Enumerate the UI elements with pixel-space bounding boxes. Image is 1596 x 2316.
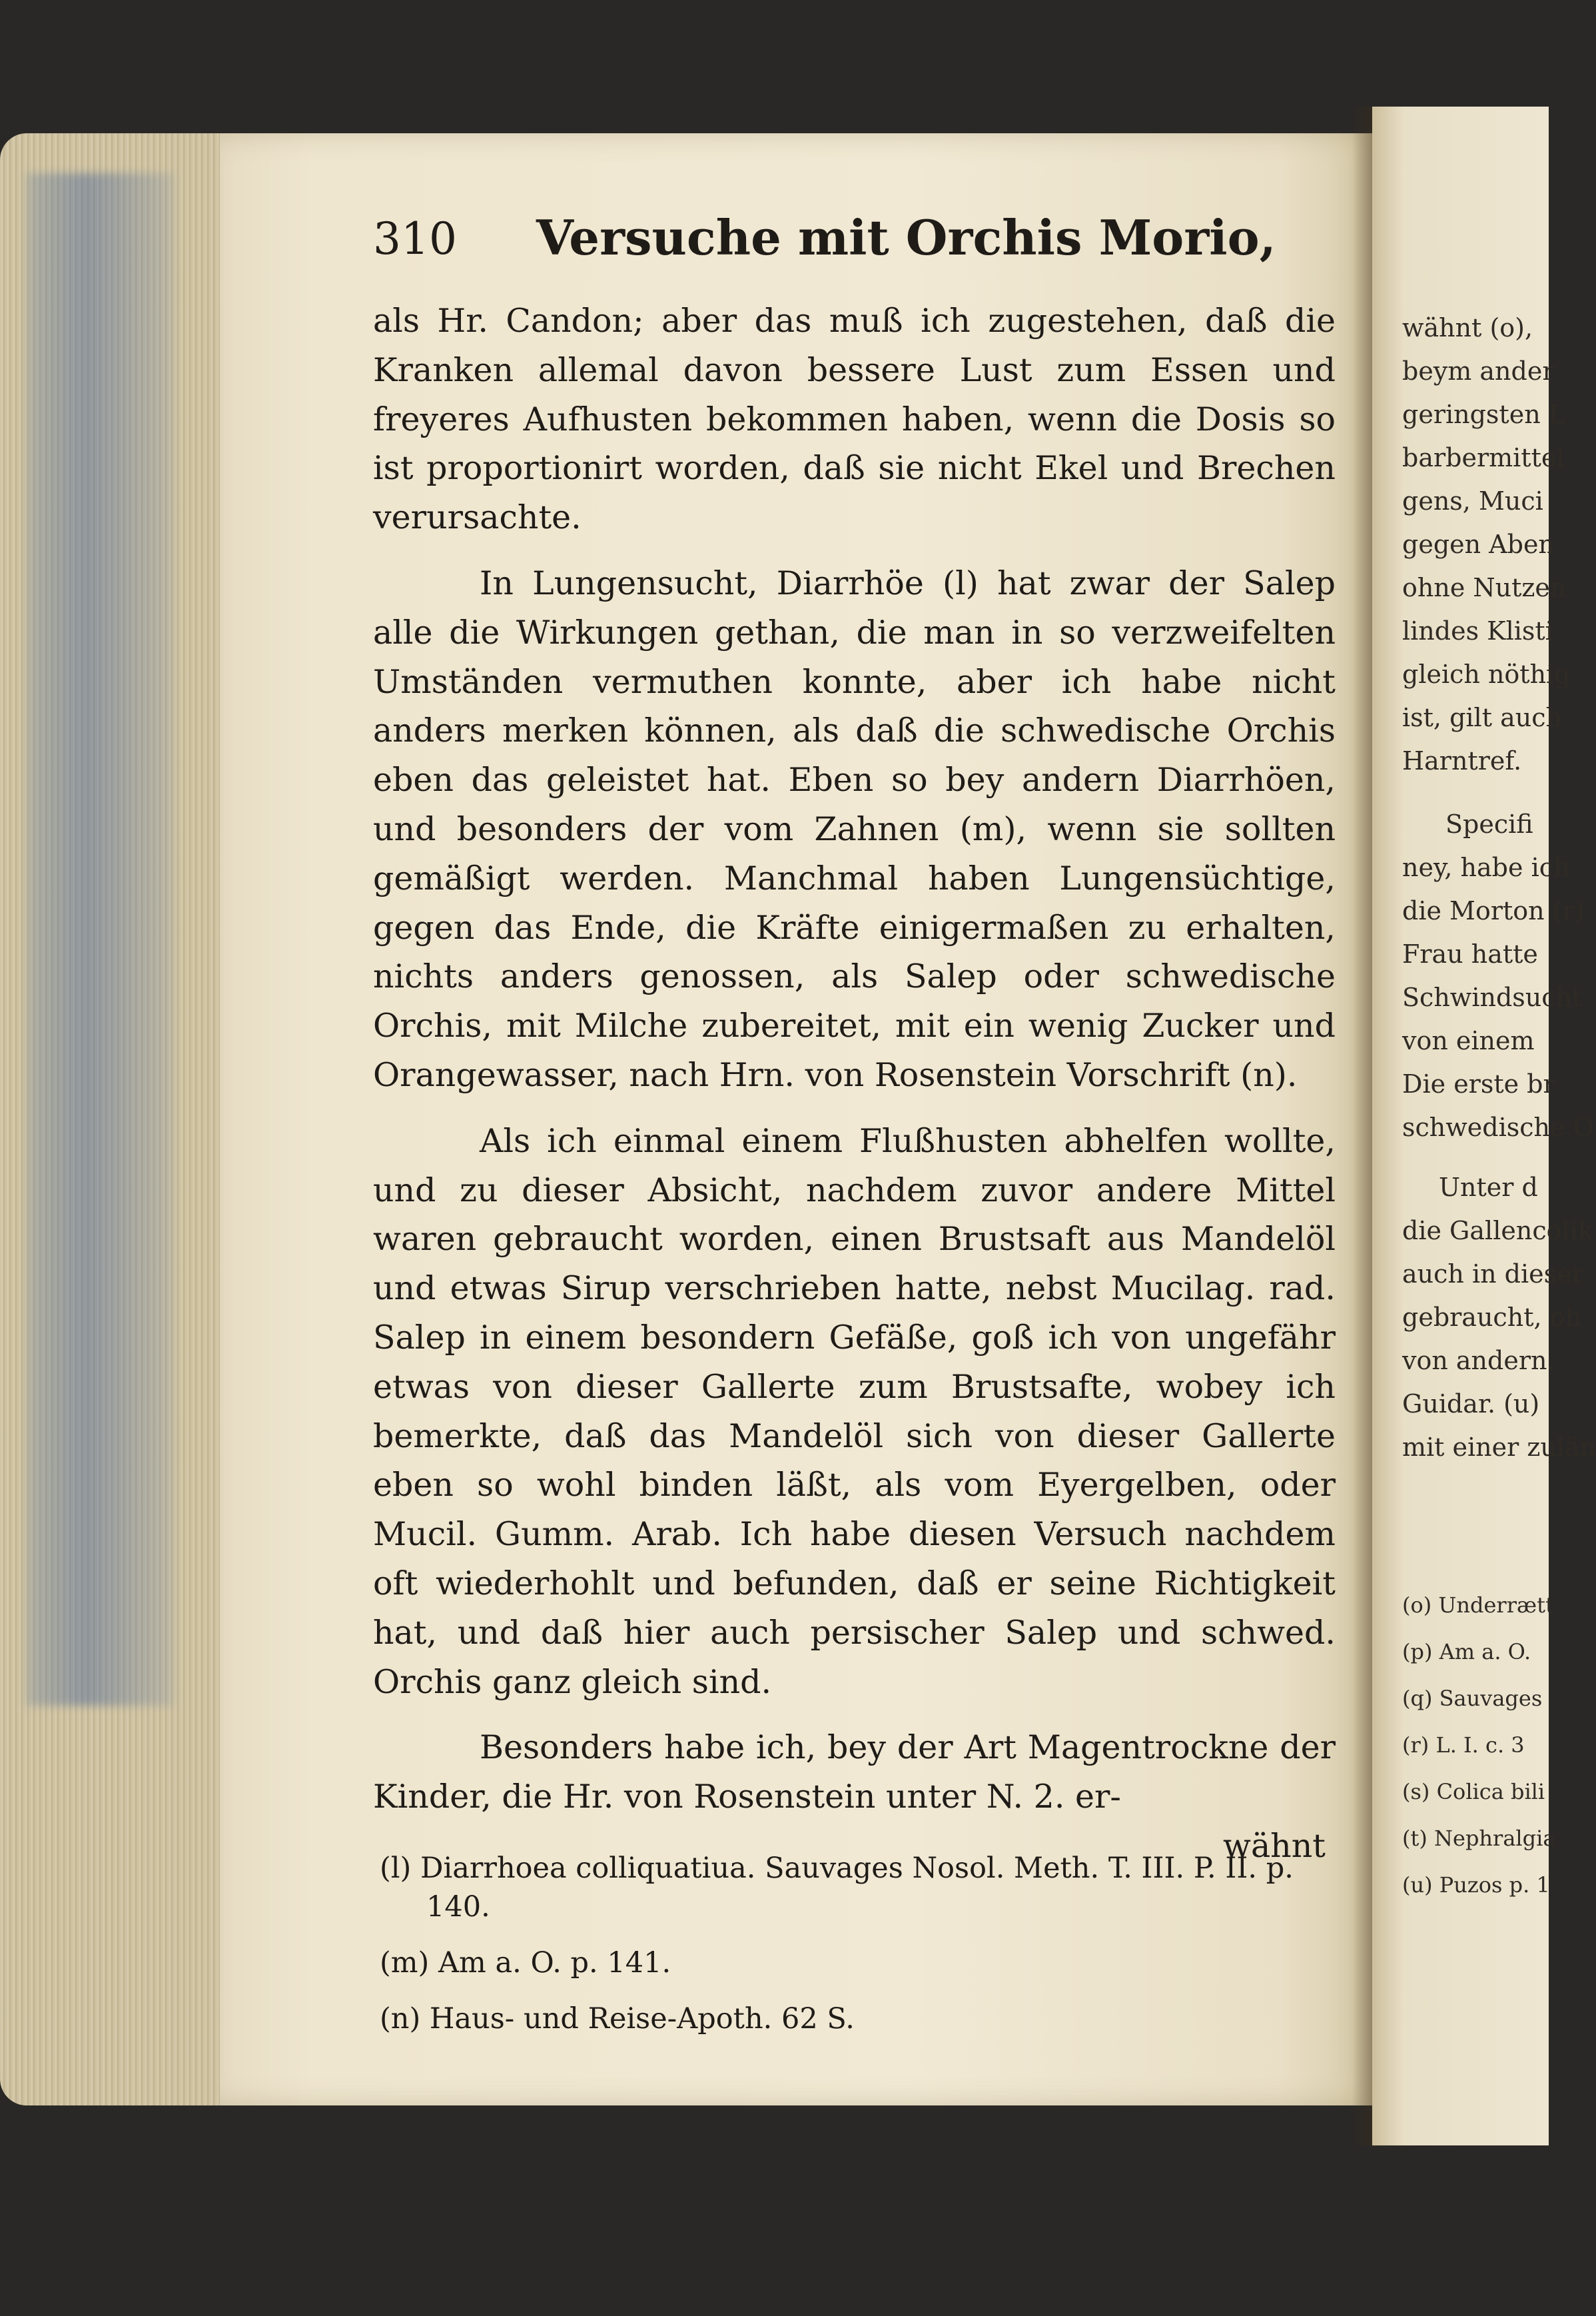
facing-line: Harntref.: [1402, 746, 1522, 776]
facing-line: Guidar. (u): [1402, 1389, 1540, 1419]
paragraph: Besonders habe ich, bey der Art Magentrockne der Kinder, die Hr. von Rosenstein unter N. 2. er-: [373, 1728, 1336, 1816]
facing-line: die Gallencolik: [1402, 1216, 1593, 1245]
main-text: [373, 296, 1336, 1871]
paragraph: In Lungensucht, Diarrhöe (l) hat zwar der Salep alle die Wirkungen gethan, die man in so verzweifelten Umständen vermuthen konnte, aber ich habe nicht anders merken können, als daß die schwedische Orchis eben das geleistet hat. Eben so bey andern Diarrhöen, und besonders der vom Zahnen (m), wenn sie sollten gemäßigt werden. Manchmal haben Lungensüchtige, gegen das Ende, die Kräfte einigermaßen zu erhalten, nichts anders genossen, als Salep oder schwedische Orchis, mit Milche zubereitet, mit ein wenig Zucker und Orangewasser, nach Hrn. von Rosenstein Vorschrift (n).: [373, 564, 1336, 1094]
footnote: (l) Diarrhoea colliquatiua. Sauvages Nosol. Meth. T. III. P. II. p. 140.: [380, 1852, 1294, 1924]
facing-line: barbermittel: [1402, 443, 1565, 472]
footnotes: [380, 1849, 1326, 2055]
facing-page: [1372, 107, 1596, 2145]
facing-line: gegen Aben: [1402, 530, 1555, 559]
running-title: Versuche mit Orchis Morio,: [536, 209, 1276, 266]
facing-footnote: (o) Underrætt: [1402, 1592, 1554, 1618]
facing-line: Die erste br: [1402, 1069, 1555, 1099]
facing-line: beym ander: [1402, 356, 1555, 386]
facing-line: die Morton (r): [1402, 896, 1585, 925]
facing-line: gebraucht, oh: [1402, 1303, 1581, 1332]
facing-footnote: (r) L. I. c. 3: [1402, 1732, 1525, 1758]
facing-line: auch in dieser: [1402, 1259, 1584, 1289]
facing-line: ist, gilt auch: [1402, 703, 1562, 732]
facing-line: ney, habe ich: [1402, 853, 1570, 882]
facing-line: geringsten L: [1402, 400, 1565, 429]
facing-line: ohne Nutzen: [1402, 573, 1567, 602]
facing-line: mit einer zulän: [1402, 1433, 1596, 1462]
facing-footnote: (q) Sauvages: [1402, 1686, 1543, 1711]
catchword: wähnt: [1223, 1826, 1326, 1865]
facing-footnote: (p) Am a. O.: [1402, 1639, 1531, 1664]
facing-line: Specifi: [1445, 810, 1533, 839]
facing-line: von andern.: [1402, 1346, 1555, 1375]
facing-footnote: (u) Puzos p. 1: [1402, 1872, 1550, 1898]
page-header: [373, 200, 1312, 273]
paragraph: als Hr. Candon; aber das muß ich zugestehen, daß die Kranken allemal davon bessere Lust zum Essen und freyeres Aufhusten bekommen haben, wenn die Dosis so ist proportionirt worden, daß sie nicht Ekel und Brechen verursachte.: [373, 302, 1336, 537]
facing-line: Schwindsucht: [1402, 983, 1583, 1012]
facing-line: gleich nöthig: [1402, 660, 1571, 689]
facing-line: Frau hatte: [1402, 939, 1538, 969]
footnote: (n) Haus- und Reise-Apoth. 62 S.: [380, 2002, 855, 2035]
paragraph: Als ich einmal einem Flußhusten abhelfen wollte, und zu dieser Absicht, nachdem zuvor andere Mittel waren gebraucht worden, einen Brustsaft aus Mandelöl und etwas Sirup verschrieben hatte, nebst Mucilag. rad. Salep in einem besondern Gefäße, goß ich von ungefähr etwas von dieser Gallerte zum Brustsafte, wobey ich bemerkte, daß das Mandelöl sich von dieser Gallerte eben so wohl binden läßt, als vom Eyergelben, oder Mucil. Gumm. Arab. Ich habe diesen Versuch nachdem oft wiederhohlt und befunden, daß er seine Richtigkeit hat, und daß hier auch persischer Salep und schwed. Orchis ganz gleich sind.: [373, 1121, 1336, 1701]
facing-line: gens, Muci: [1402, 486, 1543, 516]
fore-edge-tint: [27, 173, 173, 1706]
footnote: (m) Am a. O. p. 141.: [380, 1946, 671, 1980]
facing-line: lindes Klisti: [1402, 616, 1553, 646]
page-number: 310: [373, 213, 457, 265]
left-page: [220, 133, 1372, 2105]
facing-line: schwedische O: [1402, 1113, 1594, 1142]
facing-line: Unter d: [1439, 1173, 1538, 1202]
facing-footnote: (t) Nephralgia: [1402, 1826, 1556, 1851]
facing-footnote: (s) Colica bili: [1402, 1779, 1545, 1804]
facing-line: von einem: [1402, 1026, 1535, 1055]
facing-line: wähnt (o),: [1402, 313, 1533, 342]
